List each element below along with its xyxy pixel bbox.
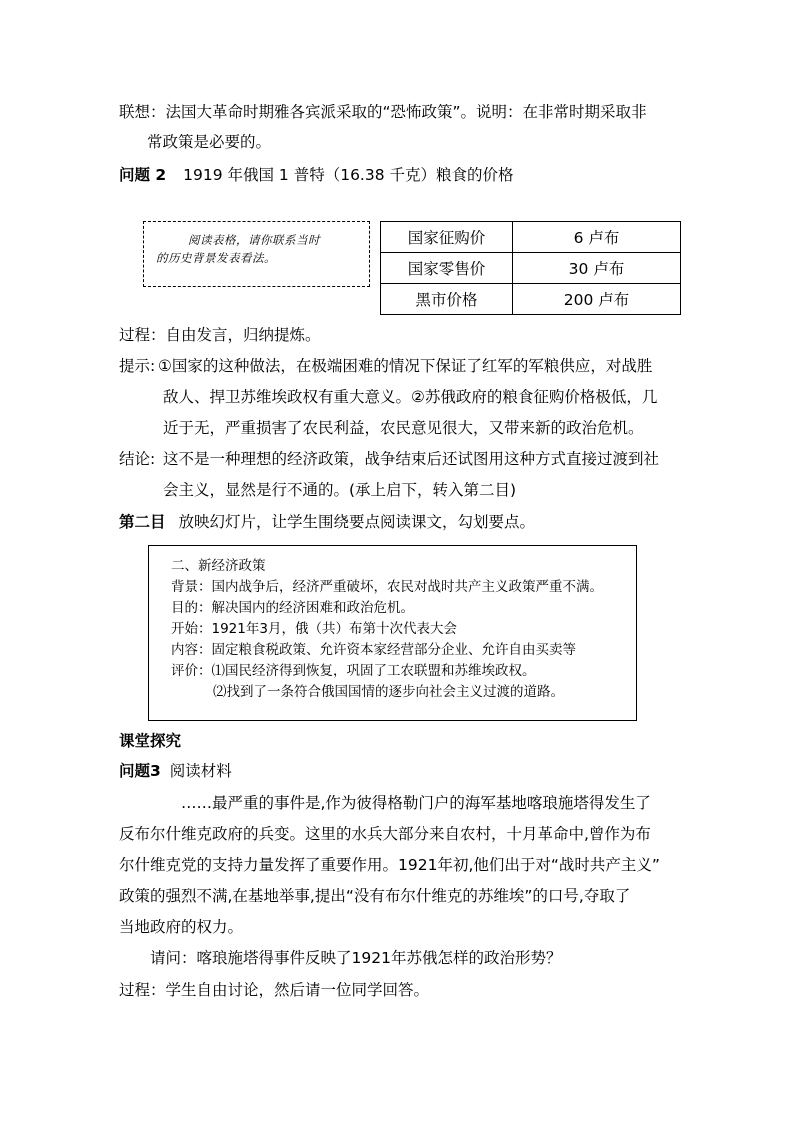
- policy-evaluation-1: 评价：⑴国民经济得到恢复，巩固了工农联盟和苏维埃政权。: [171, 663, 536, 679]
- question-2: [119, 165, 514, 185]
- policy-box: [148, 545, 637, 721]
- intro-line-1: 联想：法国大革命时期雅各宾派采取的“恐怖政策”。说明：在非常时期采取非: [119, 103, 647, 121]
- hint-line-1: ①国家的这种做法，在极端困难的情况下保证了红军的军粮供应，对战胜: [158, 357, 653, 375]
- price-value: 30 卢布: [513, 253, 681, 284]
- material-line-4: 政策的强烈不满,在基地举事,提出“没有布尔什维克的苏维埃”的口号,夺取了: [119, 887, 631, 905]
- price-label: 国家零售价: [381, 253, 513, 284]
- question-2-label: 问题 2: [119, 166, 167, 184]
- policy-background: 背景：国内战争后，经济严重破坏，农民对战时共产主义政策严重不满。: [171, 579, 603, 595]
- policy-content: 内容：固定粮食税政策、允许资本家经营部分企业、允许自由买卖等: [171, 642, 576, 658]
- price-value: 200 卢布: [513, 284, 681, 315]
- prompt-line-2: 的历史背景发表看法。: [156, 251, 276, 265]
- policy-title: 二、新经济政策: [171, 558, 266, 574]
- process-2: 过程：学生自由讨论，然后请一位同学回答。: [119, 981, 430, 999]
- hint-line-2: 敌人、捍卫苏维埃政权有重大意义。②苏俄政府的粮食征购价格极低，几: [163, 388, 658, 406]
- question-3-label: 问题3: [119, 762, 161, 780]
- hint-label: 提示:: [119, 357, 156, 375]
- material-line-5: 当地政府的权力。: [119, 918, 244, 936]
- intro-line-2: 常政策是必要的。: [147, 133, 272, 151]
- question-2-text: 1919 年俄国 1 普特（16.38 千克）粮食的价格: [183, 166, 514, 184]
- hint-line-3: 近于无，严重损害了农民利益，农民意见很大，又带来新的政治危机。: [163, 419, 644, 437]
- table-row: [381, 253, 681, 284]
- price-label: 国家征购价: [381, 222, 513, 253]
- policy-start: 开始：1921年3月，俄（共）布第十次代表大会: [171, 621, 457, 637]
- price-label: 黑市价格: [381, 284, 513, 315]
- material-line-2: 反布尔什维克政府的兵变。这里的水兵大部分来自农村，十月革命中,曾作为布: [119, 825, 651, 843]
- prompt-box: [143, 221, 370, 287]
- process-1: 过程：自由发言，归纳提炼。: [119, 326, 321, 344]
- conclusion-line-2: 会主义，显然是行不通的。(承上启下，转入第二目): [163, 481, 517, 499]
- price-value: 6 卢布: [513, 222, 681, 253]
- policy-evaluation-2: ⑵找到了一条符合俄国国情的逐步向社会主义过渡的道路。: [213, 684, 564, 700]
- conclusion-label: 结论:: [119, 450, 156, 468]
- section-2-label: 第二目: [119, 513, 166, 531]
- question-3-text: 阅读材料: [169, 762, 232, 780]
- material-line-3: 尔什维克党的支持力量发挥了重要作用。1921年初,他们出于对“战时共产主义”: [119, 856, 660, 874]
- question-3: [119, 761, 232, 781]
- material-line-1: ……最严重的事件是,作为彼得格勒门户的海军基地喀琅施塔得发生了: [181, 794, 651, 812]
- prompt-line-1: 阅读表格，请你联系当时: [188, 233, 320, 247]
- inquiry-title: 课堂探究: [119, 732, 182, 750]
- price-table: [380, 221, 681, 315]
- policy-purpose: 目的：解决国内的经济困难和政治危机。: [171, 600, 414, 616]
- ask-question: 请问：喀琅施塔得事件反映了1921年苏俄怎样的政治形势？: [150, 949, 562, 967]
- table-row: [381, 284, 681, 315]
- table-row: [381, 222, 681, 253]
- section-2: [119, 512, 535, 532]
- section-2-text: 放映幻灯片，让学生围绕要点阅读课文，勾划要点。: [178, 513, 535, 531]
- conclusion-line-1: 这不是一种理想的经济政策，战争结束后还试图用这种方式直接过渡到社: [163, 450, 660, 468]
